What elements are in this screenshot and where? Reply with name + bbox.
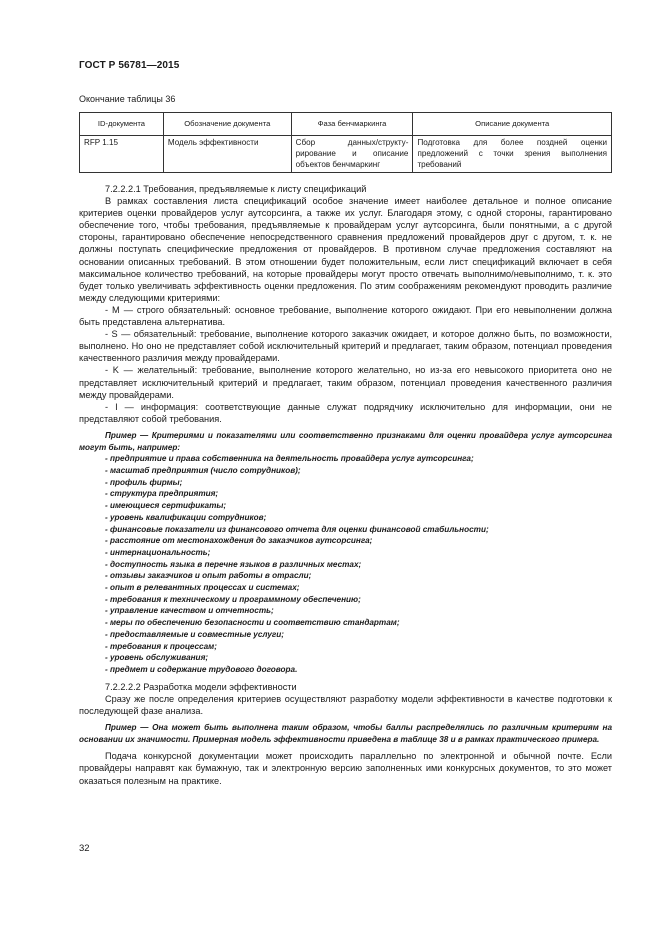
example-item: - требования к техническому и программному обеспечению;: [105, 594, 361, 604]
criterion-k: - K — желательный: требование, выполнение которого желательно, но из-за его невысокого приоритета оно не представляет исключительный критерий и предлагает, таким образом, потенциал проведения качественного различия между провайдерами.: [79, 365, 612, 400]
example-item: - финансовые показатели из финансового отчета для оценки финансовой стабильности;: [105, 524, 489, 534]
example-item: - расстояние от местонахождения до заказчиков аутсорсинга;: [105, 536, 373, 546]
example-item: - уровень квалификации сотрудников;: [105, 512, 267, 522]
criterion-i: - I — информация: соответствующие данные служат подрядчику исключительно для информации, они не представляют собой требования.: [79, 401, 612, 424]
criterion-s: - S — обязательный: требование, выполнение которого заказчик ожидает, и которое должно быть, по возможности, выполнено. Но оно не представляет собой исключительный критерий и предлагает, таким образом, потенциал проведения качественного различия между провайдерами.: [79, 329, 612, 364]
example-item: - отзывы заказчиков и опыт работы в отрасли;: [105, 571, 312, 581]
continuation-table: [79, 112, 612, 173]
example-item: - предоставляемые и совместные услуги;: [105, 629, 285, 639]
table-cell: Модель эффективности: [163, 136, 291, 173]
table-cell: Сбор данных/структурирование и описание объектов бенчмаркинг: [291, 136, 413, 173]
paragraph: Подача конкурсной документации может происходить параллельно по электронной и обычной почте. Если провайдеры направят как бумажную, так и электронную версию заполненных ими конкурсных документов, то это может оказаться полезным на практике.: [79, 751, 612, 786]
example-intro: Пример — Критериями и показателями или соответственно признаками для оценки провайдера услуг аутсорсинга могут быть, например:: [79, 430, 612, 452]
table-header-row: [80, 113, 612, 136]
example-item: - интернациональность;: [105, 547, 211, 557]
column-header: ID-документа: [80, 113, 164, 136]
table-cell: Подготовка для более поздней оценки предложений с точки зрения выполнения требований: [413, 136, 612, 173]
example-block: [79, 430, 612, 676]
example-item: - управление качеством и отчетность;: [105, 606, 274, 616]
example-block: [79, 722, 612, 745]
example-item: - требования к процессам;: [105, 641, 217, 651]
document-header: ГОСТ Р 56781—2015: [79, 60, 180, 71]
column-header: Описание документа: [413, 113, 612, 136]
example-text: Пример — Она может быть выполнена таким образом, чтобы баллы распределялись по различным критериям на основании их значимости. Примерная модель эффективности приведена в таблице 38 и в рамках практического примера.: [79, 722, 612, 744]
criterion-m: - M — строго обязательный: основное требование, выполнение которого ожидают. При его невыполнении должна быть представлена альтернатива.: [79, 304, 612, 328]
section-heading: 7.2.2.2.1 Требования, предъявляемые к листу спецификаций: [105, 184, 367, 194]
example-item: - уровень обслуживания;: [105, 653, 209, 663]
column-header: Фаза бенчмаркинга: [291, 113, 413, 136]
page-number: 32: [79, 843, 90, 854]
table-caption: Окончание таблицы 36: [79, 94, 176, 104]
table-row: [80, 136, 612, 173]
table-cell: RFP 1.15: [80, 136, 164, 173]
example-item: - имеющиеся сертификаты;: [105, 501, 227, 511]
example-item: - предмет и содержание трудового договора.: [105, 664, 298, 674]
example-item: - профиль фирмы;: [105, 477, 183, 487]
paragraph: Сразу же после определения критериев осуществляют разработку модели эффективности в качестве подготовки к последующей фазе анализа.: [79, 693, 612, 716]
example-item: - опыт в релевантных процессах и системах;: [105, 583, 300, 593]
example-item: - структура предприятия;: [105, 489, 219, 499]
document-body: [79, 183, 612, 787]
column-header: Обозначение документа: [163, 113, 291, 136]
paragraph: В рамках составления листа спецификаций особое значение имеет наиболее детальное и полное описание критериев оценки провайдеров услуг аутсорсинга, а также их услуг. Благодаря этому, с одной стороны, гарантировано обеспечение того, чтобы требования, предъявляемые к провайдерам услуг аутсорсинга, были понятными, а с другой стороны, гарантировано обеспечение непосредственного сравнения предложений провайдеров друг с другом, т. к. не должны поступать специфические предложения от провайдеров. В противном случае предложения составляют на основании описанных требований. В этом отношении будет положительным, если лист спецификаций включает в себя максимальное количество требований, на которые провайдеры могут просто отвечать выполнимо/невыполнимо, т. к. это будет только увеличивать эффективность оценки предложения. По этим соображениям рекомендуют проводить различие между следующими критериями:: [79, 196, 612, 303]
example-item: - меры по обеспечению безопасности и соответствию стандартам;: [105, 618, 400, 628]
example-item: - доступность языка в перечне языков в различных местах;: [105, 559, 362, 569]
example-item: - масштаб предприятия (число сотрудников);: [105, 465, 301, 475]
section-heading: 7.2.2.2.2 Разработка модели эффективности: [105, 681, 297, 692]
example-item: - предприятие и права собственника на деятельность провайдера услуг аутсорсинга;: [105, 454, 474, 464]
